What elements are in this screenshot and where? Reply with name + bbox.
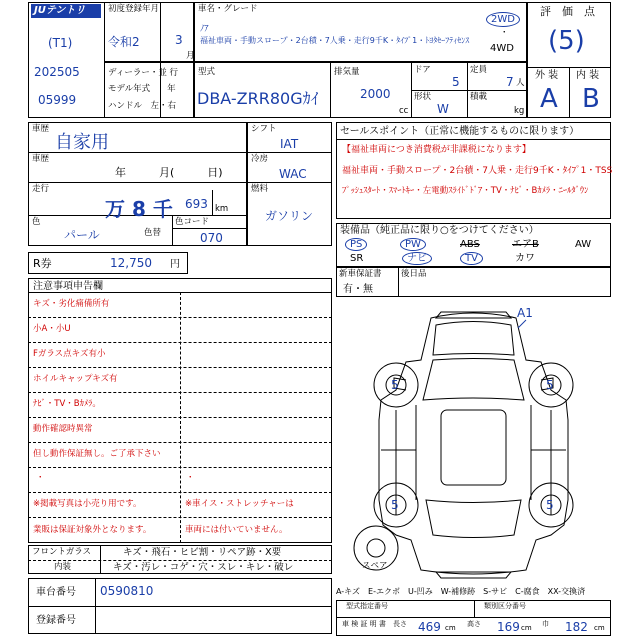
nrow3 [28, 367, 332, 368]
capacity-unit: 人 [516, 78, 525, 88]
shift-label: シフト [251, 124, 277, 134]
car-label: 車名・グレード [198, 4, 258, 14]
interior-label: 内装 [54, 562, 72, 572]
note-5: ﾅﾋﾞ・TV・Bｶﾒﾗ。 [33, 399, 101, 409]
sales-div [336, 139, 611, 140]
nrow1 [28, 317, 332, 318]
note-9b: ※車イス・ストレッチャーは [185, 499, 294, 509]
spare-label: スペア [362, 561, 388, 571]
cert-dims-label: 車 検 証 明 書 [342, 620, 386, 628]
equip-ps: PS [345, 238, 367, 251]
cert-value: 有・無 [343, 284, 373, 295]
handle-label: ハンドル 左・右 [108, 101, 177, 111]
recycle-unit: 円 [170, 259, 180, 270]
chassis-value: 0590810 [100, 584, 154, 598]
mileage-label: 走行 [32, 184, 50, 194]
doors-label: ドア [414, 65, 431, 75]
type-vdiv1 [330, 62, 331, 118]
damage-a1: A1 [517, 306, 533, 320]
note-6: 動作確認時異常 [33, 424, 93, 434]
int-rating: B [582, 84, 600, 114]
equip-sr: SR [350, 253, 364, 264]
car-grade: 福祉車両・手動スロープ・2台積・7人乗・走行9千K・ﾀｲﾌﾟ1・ﾄﾖﾀｾｰﾌﾃｨｾﾝｽ [200, 36, 470, 45]
ext-label: 外 装 [535, 70, 559, 81]
cert-vdiv [398, 267, 399, 297]
mileage-value: 万 8 千 [105, 197, 173, 221]
length-unit: cm [445, 624, 456, 632]
equip-abs: ABS [460, 239, 480, 250]
nrow7 [28, 467, 332, 468]
int-label: 内 装 [576, 70, 600, 81]
usage-value: 自家用 [55, 132, 109, 153]
chassis-hdiv [28, 606, 332, 607]
note-4: ホイルキャップキズ有 [33, 374, 118, 384]
inspect-value: 年 月( 日) [115, 166, 223, 179]
equip-tv: TV [460, 252, 483, 265]
ext-rating: A [540, 84, 558, 114]
color-change-label: 色替 [144, 228, 162, 238]
color-code-div [172, 228, 247, 229]
height-value: 169 [497, 620, 520, 634]
interior-value: キズ・汚レ・コゲ・穴・スレ・キレ・破レ [113, 562, 294, 573]
sales-title: セールスポイント（正常に機能するものに限ります） [340, 126, 580, 137]
reg-no-label: 登録番号 [36, 615, 76, 626]
type-hdiv [411, 90, 527, 91]
glass-hdiv [28, 560, 332, 561]
reg-month-unit: 月 [186, 51, 195, 61]
width-value: 182 [565, 620, 588, 634]
disp-value: 2000 [360, 87, 391, 101]
shift-value: IAT [280, 137, 299, 151]
length-value: 469 [418, 620, 441, 634]
mileage-sub: 693 [185, 197, 208, 211]
class-no-label: 類別区分番号 [484, 602, 526, 610]
note-8: ・ [36, 473, 45, 483]
recycle-value: 12,750 [110, 256, 152, 270]
type-value: DBA-ZRR80Gｶｲ [197, 89, 319, 108]
doors-value: 5 [452, 75, 460, 89]
code-t1: (T1) [48, 36, 73, 50]
drive-2wd: 2WD [486, 12, 520, 27]
height-unit: cm [521, 624, 532, 632]
disp-label: 排気量 [334, 67, 360, 77]
equip-navi: ナビ [402, 252, 432, 265]
damage-legend: A-キズ E-エクボ U-凹み W-補修跡 S-サビ C-腐食 XX-交換済 [336, 587, 586, 596]
capacity-label: 定員 [470, 65, 488, 75]
recycle-label: R券 [33, 257, 52, 270]
note-9: ※掲載写真は小売り用です。 [33, 499, 142, 509]
tire-rl: 5 [391, 498, 399, 512]
tire-fr: 5 [546, 378, 554, 392]
nrow5 [28, 417, 332, 418]
equip-aw: AW [575, 239, 592, 250]
note-10b: 車両には付いていません。 [185, 525, 288, 535]
car-name: ﾉｱ [200, 24, 209, 34]
reg-label: 初度登録年月 [108, 4, 160, 14]
tire-fl: 5 [391, 378, 399, 392]
drive-dot: ・ [500, 28, 509, 38]
nrow6 [28, 442, 332, 443]
fuel-label: 燃料 [251, 184, 269, 194]
height-label: 高さ [467, 620, 481, 628]
cert-label: 新車保証書 [339, 269, 382, 279]
nrow9 [28, 517, 332, 518]
note-3: Fガラス点キズ有小 [33, 349, 106, 359]
nrow2 [28, 342, 332, 343]
drive-4wd: 4WD [490, 43, 514, 54]
note-7: 但し動作保証無し。ご了承下さい [33, 449, 161, 459]
note-10: 業販は保証対象外となります。 [33, 525, 152, 535]
note-2: 小A・小U [33, 324, 71, 334]
width-unit: cm [594, 624, 605, 632]
equip-kawa: カワ [515, 253, 535, 264]
code-auction: 202505 [34, 65, 80, 79]
front-glass-label: フロントガラス [32, 547, 91, 557]
capacity-value: 7 [506, 75, 514, 89]
sales-line3: ﾌﾟｯｼｭｽﾀｰﾄ・ｽﾏｰﾄｷｰ・左電動ｽﾗｲﾄﾞﾄﾞｱ・TV・ﾅﾋﾞ・Bｶﾒﾗ・ﾆｰﾙﾀﾞｳﾝ [342, 186, 589, 196]
tire-rr: 5 [546, 498, 554, 512]
note-1: キズ・劣化痛備所有 [33, 299, 110, 309]
fuel-value: ガソリン [265, 209, 314, 223]
sales-line1: 【福祉車両につき消費税が非課税になります】 [342, 145, 531, 155]
color-label: 色 [32, 217, 41, 227]
mileage-unit: km [215, 204, 229, 214]
color-value: パール [64, 228, 100, 242]
recycle-box [28, 252, 188, 274]
km-vdiv [212, 190, 213, 215]
row-div2 [28, 182, 332, 183]
equip-airbag: エアB [512, 239, 539, 250]
sales-line2: 福祉車両・手動スロープ・2台積・7人乗・走行9千K・ﾀｲﾌﾟ1・TSS [342, 166, 613, 176]
load-label: 積載 [470, 92, 488, 102]
type-spec-label: 型式指定番号 [346, 602, 388, 610]
equip-pw: PW [400, 238, 426, 251]
dims-vdiv [474, 600, 475, 617]
ac-label: 冷房 [251, 154, 269, 164]
usage-label: 車歴 [32, 124, 50, 134]
reg-era: 令和2 [108, 35, 140, 49]
length-label: 長さ [393, 620, 407, 628]
notes-title: 注意事項申告欄 [33, 281, 103, 292]
shape-label: 形状 [414, 92, 432, 102]
model-year-label: モデル年式 年 [108, 84, 176, 94]
ac-value: WAC [279, 167, 307, 181]
front-glass-value: キズ・飛石・ヒビ割・リペア跡・X要 [123, 547, 282, 558]
type-label: 型式 [198, 67, 216, 77]
after-label: 後日品 [401, 269, 427, 279]
nrow8 [28, 492, 332, 493]
score-label: 評 価 点 [540, 5, 595, 18]
code-lot: 05999 [38, 93, 77, 107]
nrow4 [28, 392, 332, 393]
chassis-label: 車台番号 [36, 587, 76, 598]
logo: JUテントリ [31, 4, 101, 18]
dealer-label: ディーラー・並 行 [108, 68, 179, 78]
color-code-label: 色コード [175, 217, 210, 227]
color-code-value: 070 [200, 231, 223, 245]
note-8b: ・ [186, 473, 195, 483]
score-value: (5) [548, 26, 585, 56]
disp-unit: cc [399, 106, 409, 116]
width-label: 巾 [542, 620, 549, 628]
car-diagram [336, 300, 611, 585]
reg-month: 3 [175, 33, 183, 47]
equip-title: 装備品（純正品に限り○をつけてください） [340, 225, 539, 236]
load-unit: kg [514, 106, 525, 116]
dims-hdiv [336, 617, 611, 618]
shape-value: W [437, 102, 449, 116]
inspect-label: 車歴 [32, 154, 50, 164]
score-vdivider [569, 67, 570, 118]
